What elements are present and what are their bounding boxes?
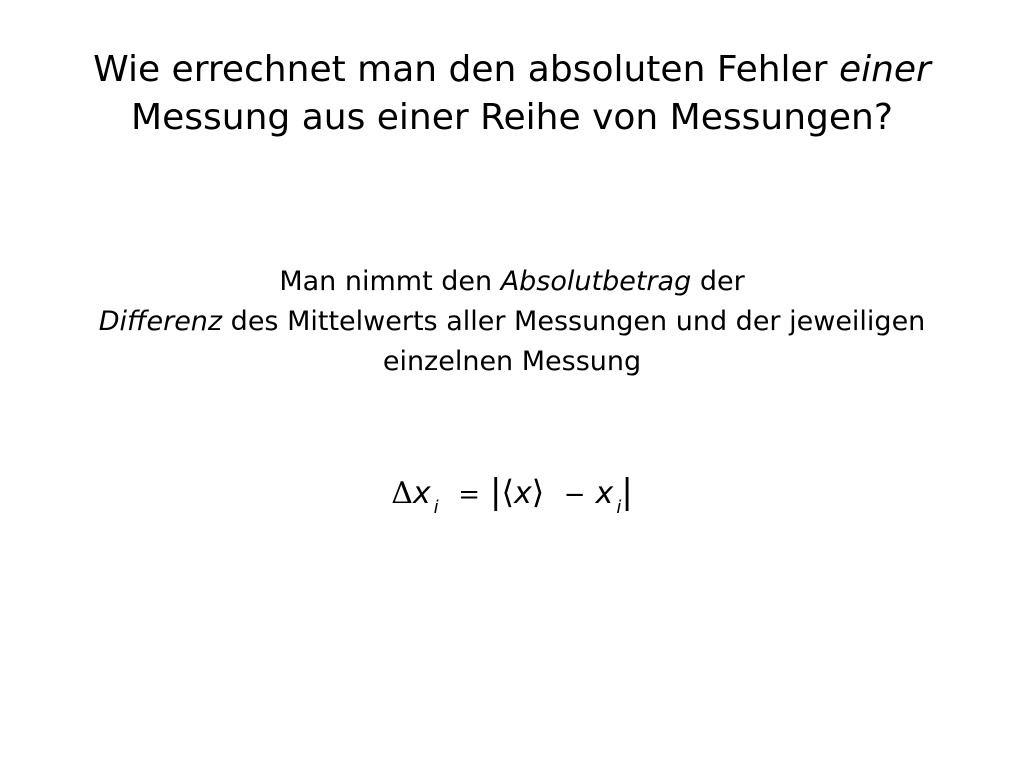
slide-title	[0, 46, 1024, 142]
formula-equals: =	[458, 480, 480, 510]
formula-x: x	[412, 476, 431, 511]
formula-angle-right: ⟩	[531, 473, 545, 511]
body-emphasis-differenz: Differenz	[98, 306, 223, 337]
body-line-1-post: der	[691, 266, 745, 297]
body-emphasis-absolutbetrag: Absolutbetrag	[500, 266, 692, 297]
title-emphasis: einer	[838, 49, 931, 90]
formula-mean-x: x	[513, 476, 532, 511]
formula-minus: −	[563, 480, 586, 510]
title-line-1	[0, 46, 1024, 94]
body-line-1	[40, 262, 984, 302]
formula-abs-bar-left: |	[490, 472, 502, 512]
formula-angle-left: ⟨	[501, 473, 514, 511]
formula-delta: Δ	[391, 476, 413, 511]
body-line-1-pre: Man nimmt den	[279, 266, 501, 297]
title-line-1-text: Wie errechnet man den absoluten Fehler	[93, 49, 839, 90]
formula	[0, 468, 1024, 518]
formula-subscript-i-2: i	[616, 497, 622, 518]
title-line-2: Messung aus einer Reihe von Messungen?	[131, 97, 893, 138]
slide-body-text	[40, 262, 984, 382]
formula-abs-bar-right: |	[621, 472, 633, 512]
body-line-3: einzelnen Messung	[382, 346, 642, 377]
formula-subscript-i: i	[433, 497, 439, 518]
body-line-2	[40, 302, 984, 342]
formula-x-i: x	[595, 476, 614, 511]
body-line-2-post: des Mittelwerts aller Messungen und der jeweiligen	[222, 306, 926, 337]
